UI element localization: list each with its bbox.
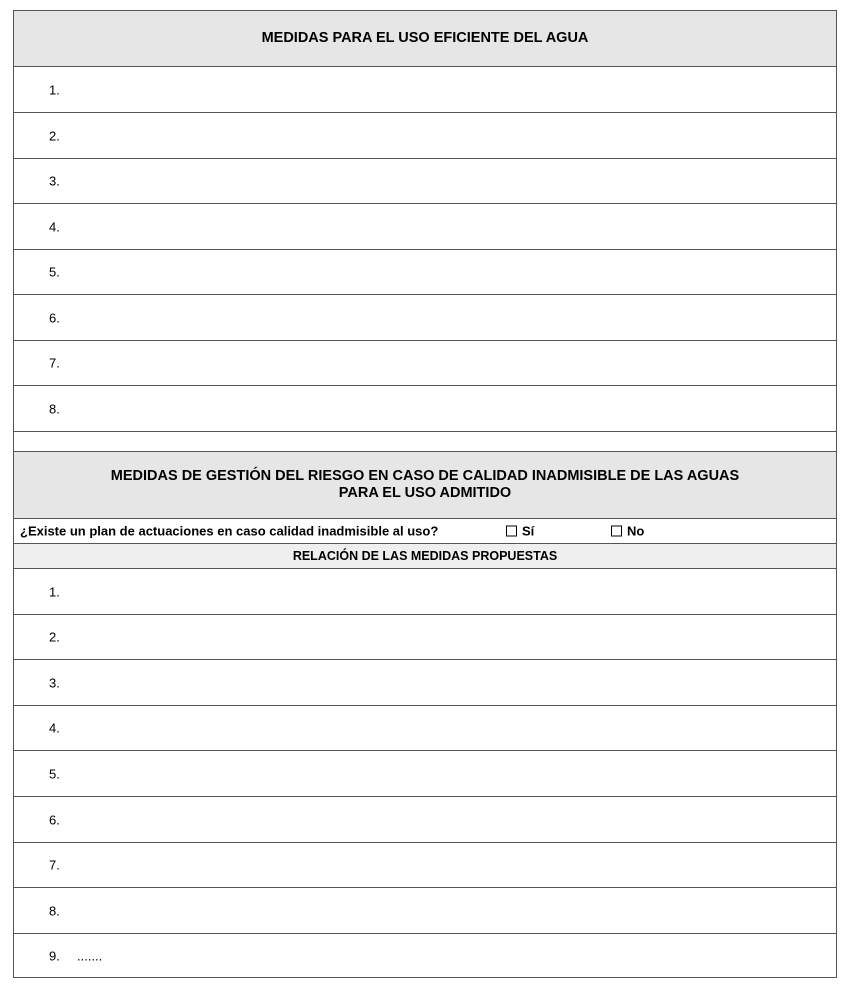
item-number: 1. bbox=[49, 82, 60, 97]
section-spacer bbox=[14, 432, 836, 452]
item-number: 8. bbox=[49, 401, 60, 416]
section1-item-2[interactable] bbox=[14, 113, 836, 159]
section2-title-line2: PARA EL USO ADMITIDO bbox=[338, 485, 512, 501]
section1-header bbox=[14, 11, 836, 67]
item-number: 3. bbox=[49, 173, 60, 189]
yes-checkbox[interactable] bbox=[506, 526, 517, 537]
item-number: 4. bbox=[49, 219, 60, 234]
proposed-measures-header bbox=[14, 544, 836, 569]
section1-title: MEDIDAS PARA EL USO EFICIENTE DEL AGUA bbox=[261, 30, 589, 46]
item-number: 2. bbox=[49, 629, 60, 645]
plan-question: ¿Existe un plan de actuaciones en caso calidad inadmisible al uso? bbox=[20, 523, 439, 539]
item-number: 8. bbox=[49, 903, 60, 918]
section2-item-6[interactable] bbox=[14, 797, 836, 843]
section2-title-line1: MEDIDAS DE GESTIÓN DEL RIESGO EN CASO DE CALIDAD INADMISIBLE DE LAS AGUAS bbox=[110, 468, 740, 484]
section2-item-8[interactable] bbox=[14, 888, 836, 934]
section2-item-3[interactable] bbox=[14, 660, 836, 706]
continuation-dots: ....... bbox=[77, 948, 103, 964]
item-number: 6. bbox=[49, 310, 60, 325]
section2-item-5[interactable] bbox=[14, 751, 836, 797]
section1-item-5[interactable] bbox=[14, 250, 836, 295]
option-no[interactable] bbox=[611, 524, 644, 539]
section2-item-9[interactable] bbox=[14, 934, 836, 978]
item-number: 1. bbox=[49, 584, 60, 599]
no-checkbox[interactable] bbox=[611, 526, 622, 537]
section2-item-4[interactable] bbox=[14, 706, 836, 751]
item-number: 5. bbox=[49, 766, 60, 781]
yes-label: Sí bbox=[522, 523, 535, 539]
item-number: 2. bbox=[49, 128, 60, 143]
item-number: 7. bbox=[49, 857, 60, 873]
item-number: 5. bbox=[49, 264, 60, 280]
section1-item-7[interactable] bbox=[14, 341, 836, 386]
section1-item-4[interactable] bbox=[14, 204, 836, 250]
no-label: No bbox=[627, 523, 645, 539]
section1-item-3[interactable] bbox=[14, 159, 836, 204]
section1-item-1[interactable] bbox=[14, 67, 836, 113]
measures-form bbox=[13, 10, 837, 978]
section2-header bbox=[14, 452, 836, 519]
section2-item-2[interactable] bbox=[14, 615, 836, 660]
section2-item-7[interactable] bbox=[14, 843, 836, 888]
section1-item-8[interactable] bbox=[14, 386, 836, 432]
proposed-measures-title: RELACIÓN DE LAS MEDIDAS PROPUESTAS bbox=[292, 549, 558, 563]
item-number: 3. bbox=[49, 675, 60, 690]
item-number: 6. bbox=[49, 812, 60, 827]
section1-item-6[interactable] bbox=[14, 295, 836, 341]
item-number: 7. bbox=[49, 355, 60, 371]
item-number: 9. bbox=[49, 948, 60, 964]
option-yes[interactable] bbox=[506, 524, 534, 539]
plan-question-row bbox=[14, 519, 836, 544]
item-number: 4. bbox=[49, 720, 60, 736]
section2-item-1[interactable] bbox=[14, 569, 836, 615]
